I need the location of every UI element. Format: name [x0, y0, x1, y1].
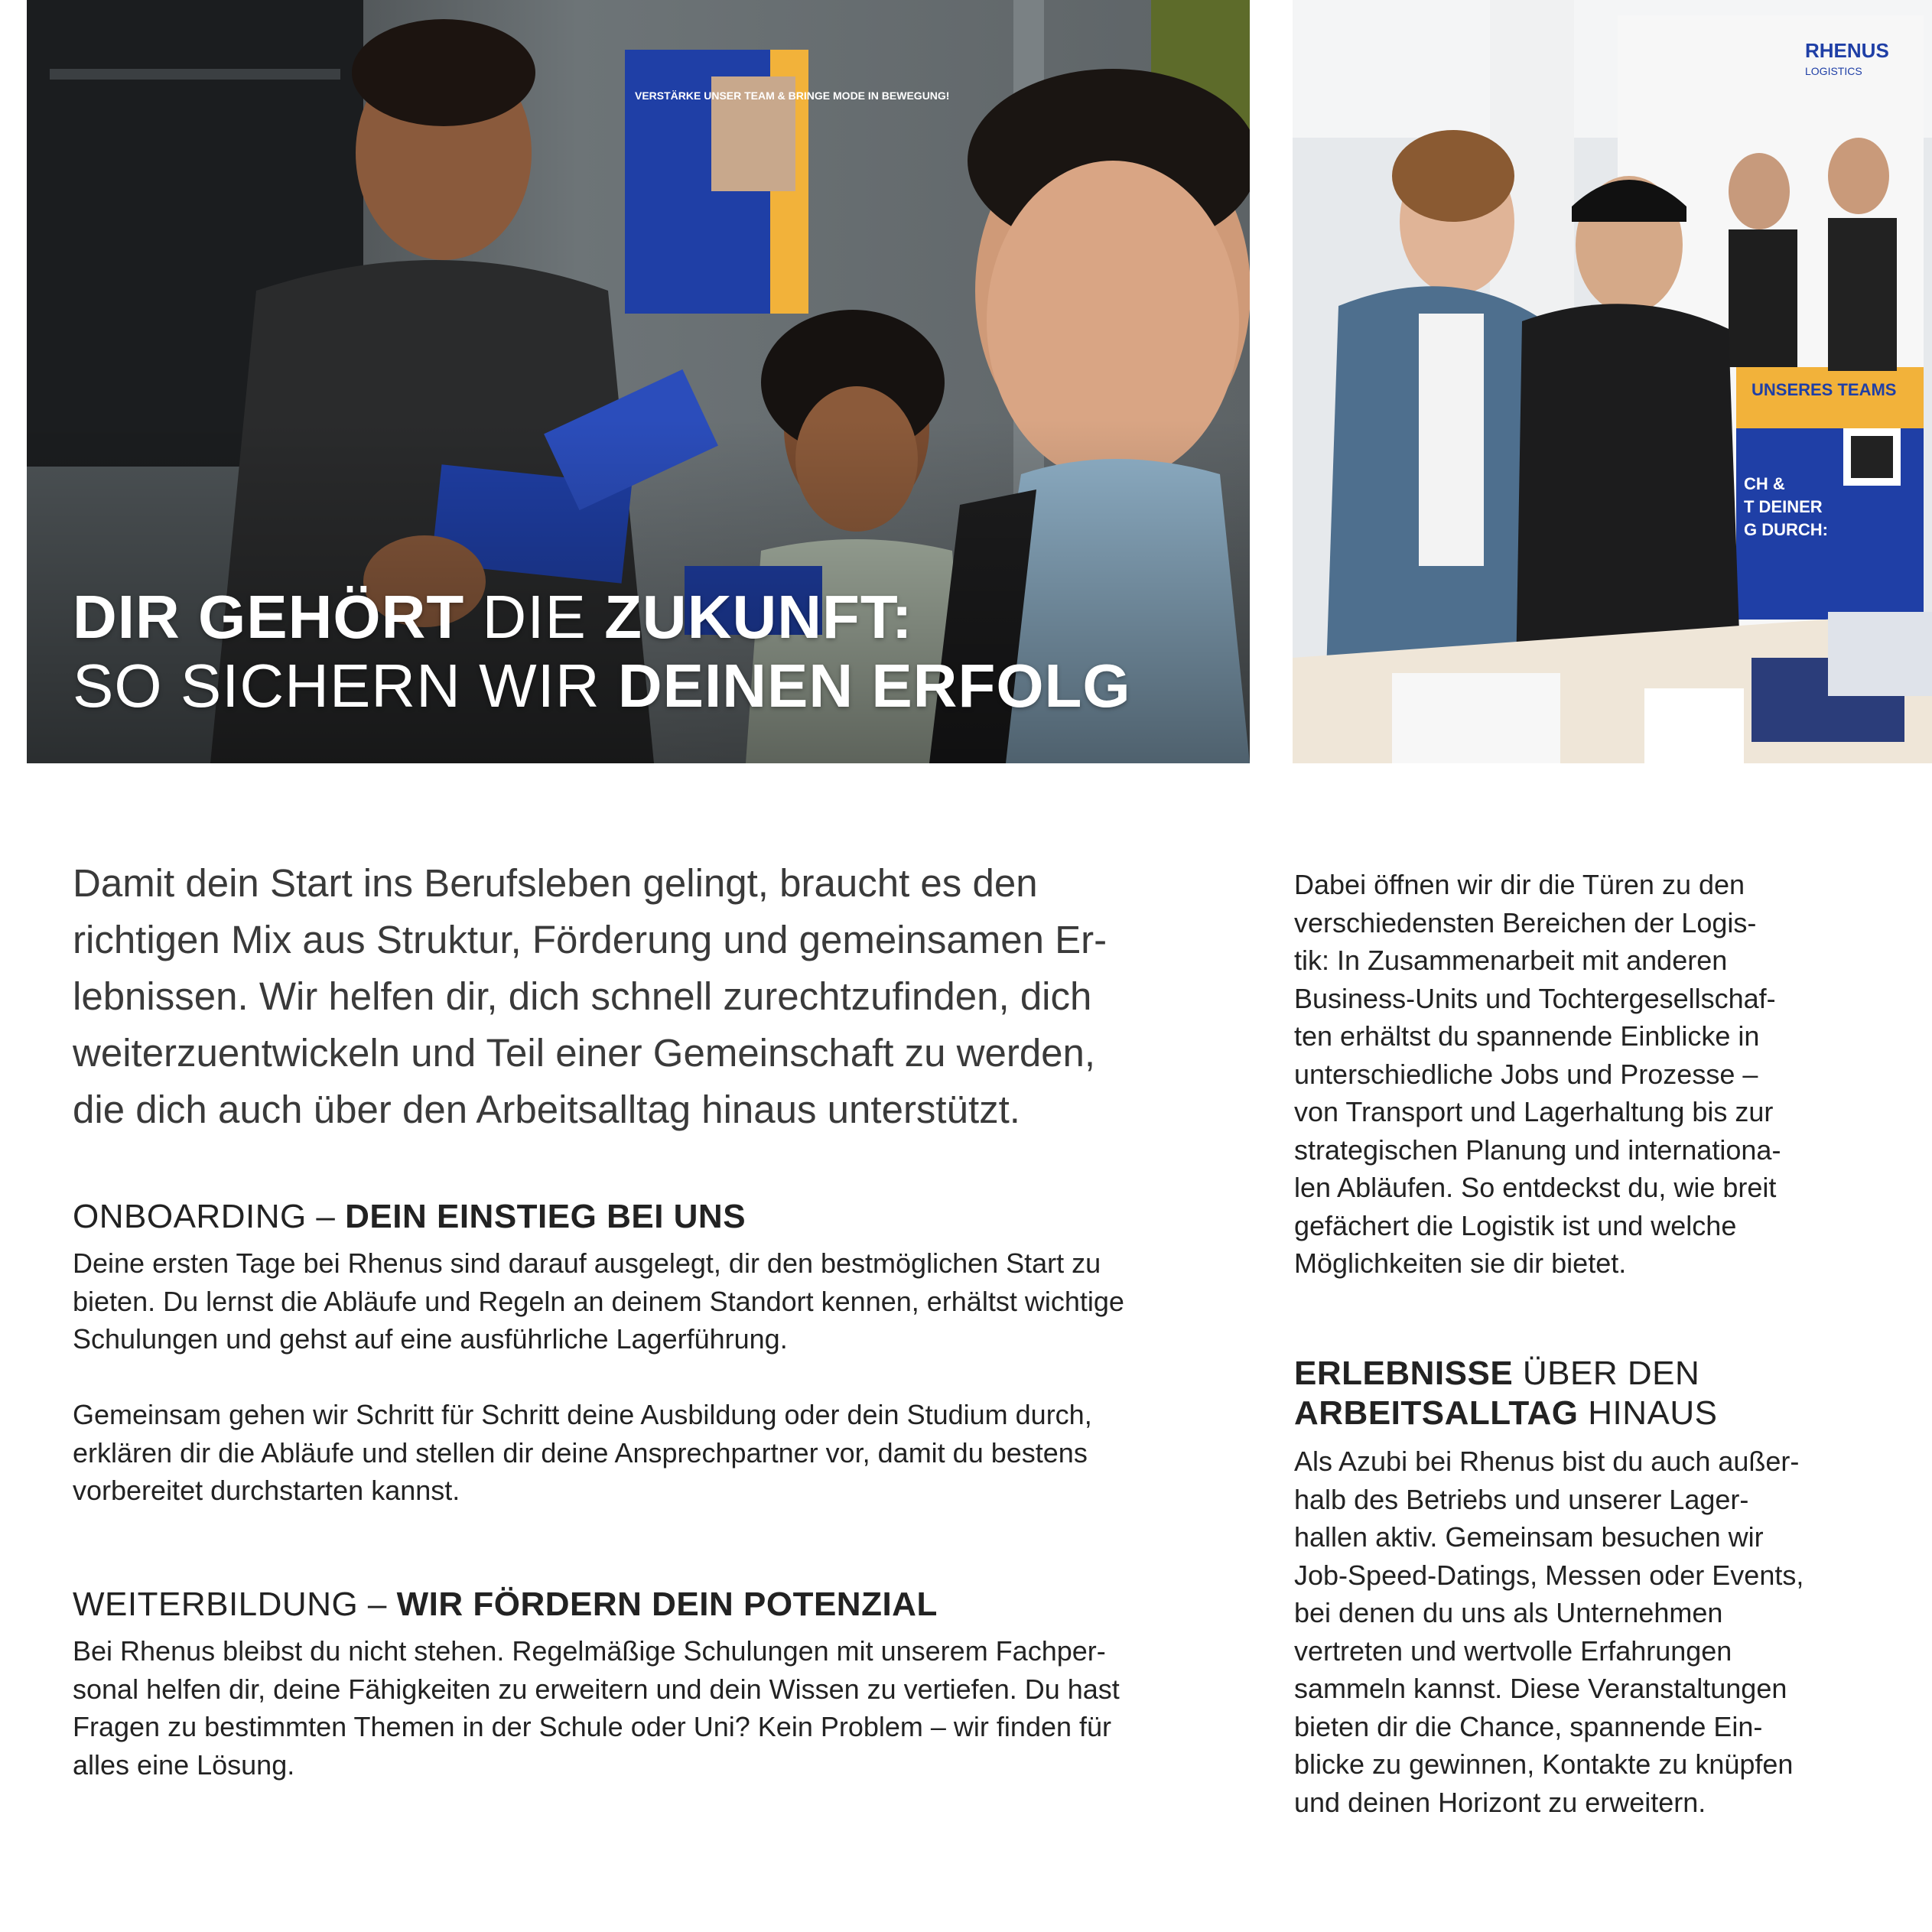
- headline-line-2: [73, 652, 1131, 720]
- svg-text:CH &: CH &: [1744, 474, 1785, 493]
- body-line: halb des Betriebs und unserer Lager-: [1294, 1483, 1749, 1515]
- intro-line: Damit dein Start ins Berufsleben gelingt, braucht es den: [73, 861, 1038, 905]
- weiterbildung-heading-bold: WIR FÖRDERN DEIN POTENZIAL: [396, 1586, 938, 1623]
- body-line: hallen aktiv. Gemeinsam besuchen wir: [1294, 1521, 1764, 1553]
- svg-text:T DEINER: T DEINER: [1744, 497, 1823, 516]
- body-line: vertreten und wertvolle Erfahrungen: [1294, 1634, 1732, 1667]
- body-line: verschiedensten Bereichen der Logis-: [1294, 906, 1757, 938]
- logistics-areas-paragraph: [1294, 866, 1891, 1283]
- body-line: Gemeinsam gehen wir Schritt für Schritt deine Ausbildung oder dein Studium durch,: [73, 1399, 1092, 1430]
- body-line: sammeln kannst. Diese Veranstaltungen: [1294, 1673, 1787, 1704]
- intro-line: lebnissen. Wir helfen dir, dich schnell zurechtzufinden, dich: [73, 974, 1092, 1018]
- onboarding-heading: [73, 1197, 1243, 1237]
- svg-text:UNSERES TEAMS: UNSERES TEAMS: [1751, 380, 1897, 399]
- svg-text:LOGISTICS: LOGISTICS: [1805, 65, 1862, 77]
- headline-line-1: [73, 583, 1131, 652]
- weiterbildung-heading: [73, 1585, 1243, 1625]
- body-line: strategischen Planung und internationa-: [1294, 1134, 1781, 1166]
- erlebnisse-heading-line-2: [1294, 1394, 1891, 1433]
- body-line: bei denen du uns als Unternehmen: [1294, 1597, 1723, 1628]
- body-line: alles eine Lösung.: [73, 1748, 295, 1781]
- erlebnisse-heading: [1294, 1354, 1891, 1433]
- erlebnisse-heading-line-1: [1294, 1354, 1891, 1394]
- svg-text:RHENUS: RHENUS: [1805, 39, 1889, 62]
- weiterbildung-paragraph: [73, 1632, 1243, 1784]
- headline-light-2: SO SICHERN WIR: [73, 652, 600, 720]
- body-line: bieten. Du lernst die Abläufe und Regeln an deinem Standort kennen, erhältst wichtige: [73, 1285, 1124, 1317]
- headline-bold-1: DIR GEHÖRT: [73, 583, 465, 651]
- body-line: Bei Rhenus bleibst du nicht stehen. Regelmäßige Schulungen mit unserem Fachper-: [73, 1635, 1106, 1667]
- erlebnisse-paragraph: [1294, 1442, 1891, 1821]
- body-line: len Abläufen. So entdeckst du, wie breit: [1294, 1172, 1777, 1203]
- intro-line: weiterzuentwickeln und Teil einer Gemeinschaft zu werden,: [73, 1031, 1096, 1075]
- headline-light-1: DIE: [482, 583, 587, 651]
- headline-bold-3: DEINEN ERFOLG: [617, 652, 1131, 720]
- erlebnisse-heading-bold-1: ERLEBNISSE: [1294, 1355, 1514, 1392]
- erlebnisse-heading-light-1: ÜBER DEN: [1522, 1355, 1700, 1392]
- onboarding-heading-bold: DEIN EINSTIEG BEI UNS: [345, 1198, 746, 1235]
- intro-line: richtigen Mix aus Struktur, Förderung und gemeinsamen Er-: [73, 918, 1107, 961]
- body-line: gefächert die Logistik ist und welche: [1294, 1209, 1737, 1241]
- erlebnisse-heading-light-2: HINAUS: [1588, 1394, 1718, 1432]
- headline-bold-2: ZUKUNFT:: [604, 583, 913, 651]
- body-line: Fragen zu bestimmten Themen in der Schule oder Uni? Kein Problem – wir finden für: [73, 1711, 1112, 1742]
- body-line: erklären dir die Abläufe und stellen dir deine Ansprechpartner vor, damit du bestens: [73, 1436, 1088, 1469]
- intro-paragraph: [73, 855, 1243, 1138]
- body-line: Schulungen und gehst auf eine ausführliche Lagerführung.: [73, 1323, 788, 1355]
- fair-booth-illustration: [1293, 0, 1932, 763]
- body-line: blicke zu gewinnen, Kontakte zu knüpfen: [1294, 1748, 1794, 1780]
- weiterbildung-heading-light: WEITERBILDUNG –: [73, 1586, 387, 1623]
- body-line: Dabei öffnen wir dir die Türen zu den: [1294, 869, 1745, 900]
- headline: [73, 583, 1131, 720]
- svg-text:G DURCH:: G DURCH:: [1744, 520, 1828, 539]
- body-line: Als Azubi bei Rhenus bist du auch außer-: [1294, 1446, 1800, 1477]
- body-line: tik: In Zusammenarbeit mit anderen: [1294, 945, 1728, 976]
- body-line: vorbereitet durchstarten kannst.: [73, 1475, 460, 1506]
- body-line: sonal helfen dir, deine Fähigkeiten zu erweitern und dein Wissen zu vertiefen. Du hast: [73, 1673, 1120, 1705]
- onboarding-heading-light: ONBOARDING –: [73, 1198, 336, 1235]
- body-line: unterschiedliche Jobs und Prozesse –: [1294, 1058, 1758, 1090]
- body-line: Möglichkeiten sie dir bietet.: [1294, 1247, 1627, 1279]
- onboarding-paragraph-2: [73, 1396, 1243, 1510]
- body-line: und deinen Horizont zu erweitern.: [1294, 1786, 1706, 1818]
- body-line: von Transport und Lagerhaltung bis zur: [1294, 1096, 1774, 1127]
- intro-line: die dich auch über den Arbeitsalltag hinaus unterstützt.: [73, 1088, 1020, 1131]
- onboarding-paragraph-1: [73, 1244, 1243, 1358]
- body-line: bieten dir die Chance, spannende Ein-: [1294, 1710, 1763, 1742]
- erlebnisse-heading-bold-2: ARBEITSALLTAG: [1294, 1394, 1579, 1432]
- body-line: Job-Speed-Datings, Messen oder Events,: [1294, 1559, 1804, 1591]
- body-line: Deine ersten Tage bei Rhenus sind darauf ausgelegt, dir den bestmöglichen Start zu: [73, 1247, 1101, 1279]
- body-line: Business-Units und Tochtergesellschaf-: [1294, 982, 1776, 1014]
- body-line: ten erhältst du spannende Einblicke in: [1294, 1020, 1760, 1052]
- fair-booth-photo: [1293, 0, 1932, 763]
